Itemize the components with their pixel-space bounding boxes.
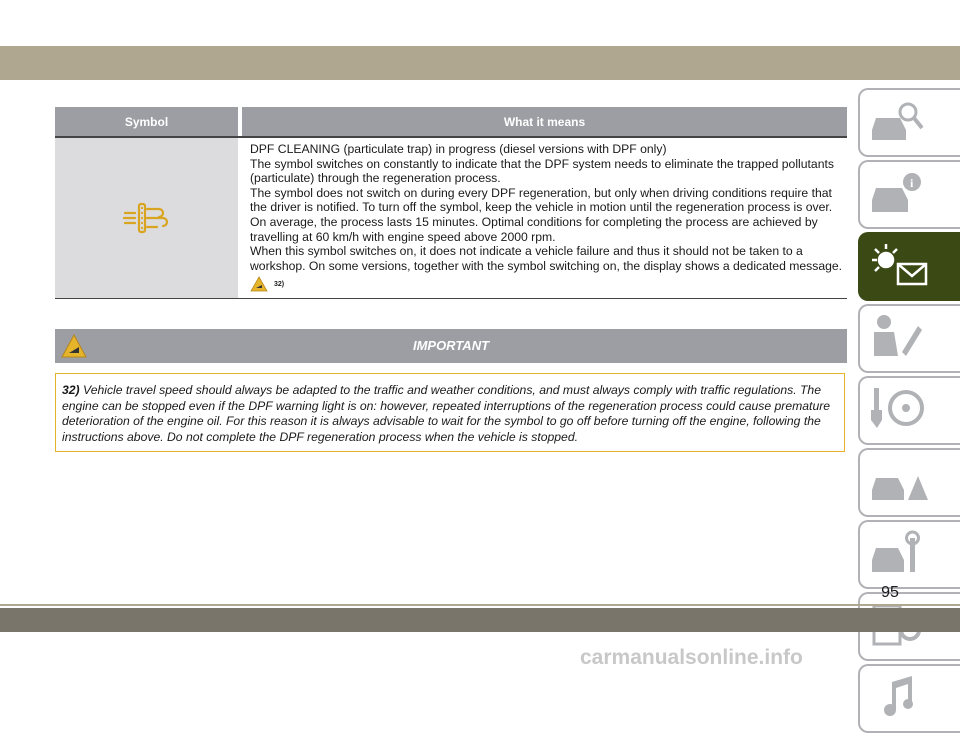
note-text: Vehicle travel speed should always be adapted to the traffic and weather conditions, and must always comply with traffic regulations. The engine can be stopped even if the DPF warning light is on: however, repeated interruptions of the regeneration process could cause premature deterioration of the engine oil. For this reason it is always advisable to wait for the symbol to go off before turning off the engine, following the instructions above. Do not complete the DPF regeneration process when the vehicle is stopped. bbox=[62, 383, 831, 444]
note-reference: 32) bbox=[62, 383, 80, 397]
svg-text:i: i bbox=[910, 176, 914, 190]
meaning-paragraph: When this symbol switches on, it does not indicate a vehicle failure and thus it should not be taken to a workshop. On some versions, together with the symbol switching on, the display shows a dedicated message. bbox=[250, 244, 843, 273]
tab-starting-driving[interactable] bbox=[858, 376, 960, 445]
symbol-cell bbox=[55, 138, 238, 298]
dpf-cleaning-icon bbox=[123, 201, 171, 235]
warning-lights-icon bbox=[868, 240, 938, 292]
header-meaning: What it means bbox=[242, 107, 847, 136]
header-symbol: Symbol bbox=[55, 107, 238, 136]
page-number: 95 bbox=[881, 584, 899, 601]
tab-servicing[interactable] bbox=[858, 520, 960, 589]
tab-emergency[interactable] bbox=[858, 448, 960, 517]
meaning-title: DPF CLEANING (particulate trap) in progress (diesel versions with DPF only) bbox=[250, 142, 667, 156]
warning-reference bbox=[250, 276, 847, 292]
car-emergency-icon bbox=[868, 456, 928, 508]
tab-car-search[interactable] bbox=[858, 88, 960, 157]
steering-wheel-icon bbox=[868, 384, 928, 436]
table-header bbox=[55, 107, 847, 136]
table-row bbox=[55, 136, 847, 299]
important-title: IMPORTANT bbox=[412, 338, 490, 353]
tab-multimedia[interactable] bbox=[858, 664, 960, 733]
watermark: carmanualsonline.info bbox=[580, 646, 803, 669]
symbol-table bbox=[55, 107, 847, 299]
meaning-paragraph: The symbol switches on constantly to indicate that the DPF system needs to eliminate the trapped pollutants (particulate) through the regeneration process. bbox=[250, 156, 834, 186]
bottom-band bbox=[0, 608, 960, 632]
warning-triangle-icon bbox=[250, 276, 268, 292]
tab-safety[interactable] bbox=[858, 304, 960, 373]
top-band bbox=[0, 46, 960, 80]
car-info-icon bbox=[868, 168, 928, 220]
car-service-icon bbox=[868, 528, 928, 580]
tab-warning-lights[interactable] bbox=[858, 232, 960, 301]
multimedia-icon bbox=[868, 672, 928, 724]
meaning-paragraph: The symbol does not switch on during every DPF regeneration, but only when driving conditions require that the driver is notified. To turn off the symbol, keep the vehicle in motion until the regeneration process is over. On average, the process lasts 15 minutes. Optimal conditions for completing the process are achieved by travelling at 60 km/h with engine speed above 2000 rpm. bbox=[250, 185, 833, 244]
important-note bbox=[55, 373, 845, 452]
important-header bbox=[55, 329, 847, 363]
seat-belt-airbag-icon bbox=[868, 312, 928, 364]
reference-number[interactable]: 32) bbox=[274, 280, 285, 288]
car-search-icon bbox=[868, 96, 928, 148]
tab-car-info[interactable] bbox=[858, 160, 960, 229]
meaning-cell bbox=[242, 138, 847, 298]
